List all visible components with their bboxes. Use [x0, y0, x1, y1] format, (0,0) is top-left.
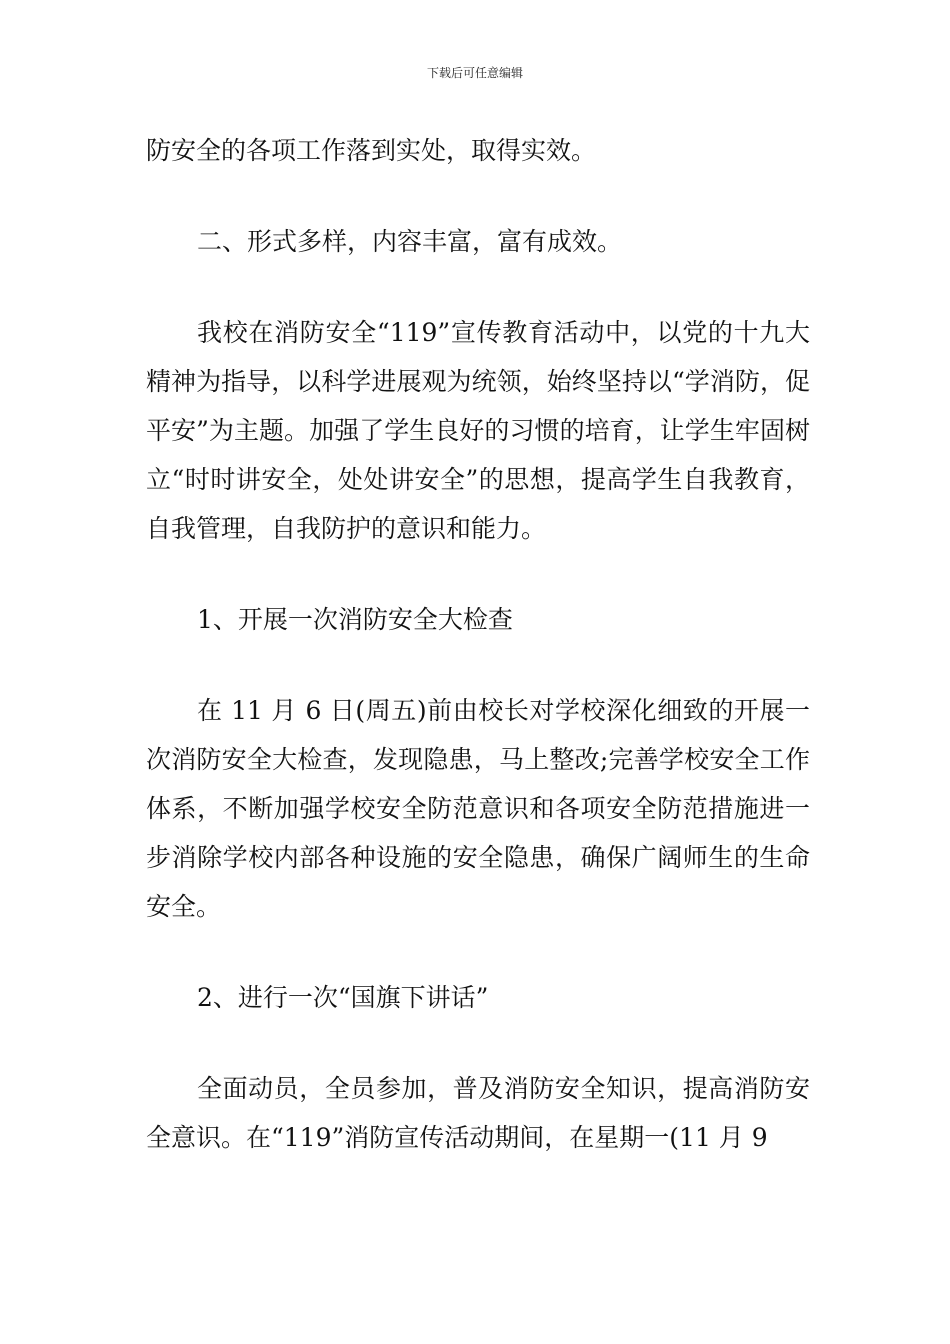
- subheading-2: 2、进行一次“国旗下讲话”: [197, 983, 489, 1012]
- paragraph-gap: [146, 644, 810, 686]
- paragraph-intro: 我校在消防安全“119”宣传教育活动中，以党的十九大精神为指导，以科学进展观为统领，始终坚持以“学消防，促平安”为主题。加强了学生良好的习惯的培育，让学生牢固树立“时时讲安全，处处讲安全”的思想，提高学生自我教育，自我管理，自我防护的意识和能力。: [146, 318, 810, 543]
- paragraph-inspection: 在 11 月 6 日(周五)前由校长对学校深化细致的开展一次消防安全大检查，发现隐患，马上整改;完善学校安全工作体系，不断加强学校安全防范意识和各项安全防范措施进一步消除学校内部各种设施的安全隐患，确保广阔师生的生命安全。: [146, 696, 810, 921]
- paragraph-gap: [146, 1022, 810, 1064]
- paragraph-gap: [146, 553, 810, 595]
- paragraph-gap: [146, 175, 810, 217]
- document-body: [146, 126, 810, 1162]
- paragraph-gap: [146, 931, 810, 973]
- paragraph-continuation: 防安全的各项工作落到实处，取得实效。: [146, 136, 597, 165]
- section-heading-2: 二、形式多样，内容丰富，富有成效。: [197, 227, 623, 256]
- paragraph-gap: [146, 266, 810, 308]
- subheading-1: 1、开展一次消防安全大检查: [197, 605, 513, 634]
- paragraph-mobilization: 全面动员，全员参加，普及消防安全知识，提高消防安全意识。在“119”消防宣传活动期间，在星期一(11 月 9: [146, 1074, 810, 1152]
- header-note: 下载后可任意编辑: [426, 66, 523, 80]
